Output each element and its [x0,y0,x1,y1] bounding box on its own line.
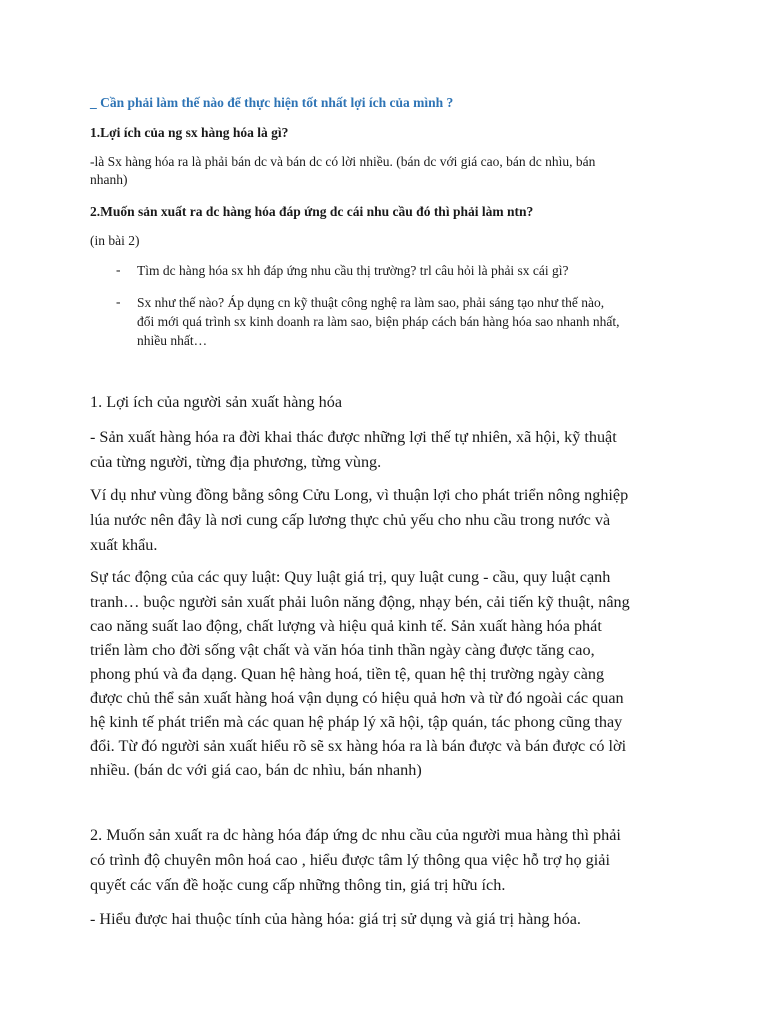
section-2-para-1-line-3: quyết các vấn đề hoặc cung cấp những thông tin, giá trị hữu ích. [90,876,506,894]
q1-title: 1.Lợi ích của ng sx hàng hóa là gì? [90,125,289,140]
q2-bullet-2-line-2: đổi mới quá trình sx kinh doanh ra làm sao, biện pháp cách bán hàng hóa sao nhanh nhất, [137,314,620,329]
q1-answer-line-1: -là Sx hàng hóa ra là phải bán dc và bán dc có lời nhiều. (bán dc với giá cao, bán dc nhìu, bán [90,154,596,169]
section-1-para-3-line-3: cao năng suất lao động, chất lượng và hiệu quả kinh tế. Sản xuất hàng hóa phát [90,617,602,635]
section-1-para-2-line-1: Ví dụ như vùng đồng bằng sông Cửu Long, vì thuận lợi cho phát triển nông nghiệp [90,486,629,504]
section-2-para-2: - Hiểu được hai thuộc tính của hàng hóa: giá trị sử dụng và giá trị hàng hóa. [90,910,581,928]
section-2-para-1-line-2: có trình độ chuyên môn hoá cao , hiểu được tâm lý thông qua việc hỗ trợ họ giải [90,851,610,869]
section-1-para-3-line-5: phong phú và đa dạng. Quan hệ hàng hoá, tiền tệ, quan hệ thị trường ngày càng [90,665,605,683]
section-1-para-2-line-2: lúa nước nên đây là nơi cung cấp lương thực chủ yếu cho nhu cầu trong nước và [90,511,611,529]
section-1-para-1-line-1: - Sản xuất hàng hóa ra đời khai thác được những lợi thế tự nhiên, xã hội, kỹ thuật [90,428,617,446]
section-1-para-3-line-6: được chủ thể sản xuất hàng hoá vận dụng có hiệu quả hơn và từ đó ngoài các quan [90,689,624,707]
section-1-para-3-line-7: hệ kinh tế phát triển mà các quan hệ pháp lý xã hội, tập quán, tác phong cũng thay [90,713,623,731]
q2-bullet-2-line-1: Sx như thế nào? Áp dụng cn kỹ thuật công nghệ ra làm sao, phải sáng tạo như thế nào, [137,295,605,310]
section-1-para-3-line-9: nhiều. (bán dc với giá cao, bán dc nhìu, bán nhanh) [90,761,422,779]
section-1-para-3-line-8: đổi. Từ đó người sản xuất hiểu rõ sẽ sx hàng hóa ra là bán được và bán được có lời [90,737,627,755]
q2-bullet-2-line-3: nhiều nhất… [137,333,208,348]
bullet-dash: - [116,294,121,309]
section-1-para-3-line-2: tranh… buộc người sản xuất phải luôn năng động, nhạy bén, cải tiến kỹ thuật, nâng [90,593,630,611]
section-1-title: 1. Lợi ích của người sản xuất hàng hóa [90,393,343,411]
q2-bullet-1-line-1: Tìm dc hàng hóa sx hh đáp ứng nhu cầu thị trường? trl câu hỏi là phải sx cái gì? [137,263,569,278]
bullet-dash: - [116,262,121,277]
section-1-para-2-line-3: xuất khẩu. [90,536,158,554]
question-heading: _ Cần phải làm thế nào để thực hiện tốt nhất lợi ích của mình ? [90,95,454,110]
q2-note: (in bài 2) [90,233,140,248]
section-1-para-1-line-2: của từng người, từng địa phương, từng vùng. [90,453,382,471]
q2-title: 2.Muốn sản xuất ra dc hàng hóa đáp ứng dc cái nhu cầu đó thì phải làm ntn? [90,204,534,219]
section-1-para-3-line-1: Sự tác động của các quy luật: Quy luật giá trị, quy luật cung - cầu, quy luật cạnh [90,568,611,586]
section-2-para-1-line-1: 2. Muốn sản xuất ra dc hàng hóa đáp ứng dc nhu cầu của người mua hàng thì phải [90,826,621,844]
section-1-para-3-line-4: triển làm cho đời sống vật chất và văn hóa tinh thần ngày càng được tăng cao, [90,641,595,659]
q1-answer-line-2: nhanh) [90,172,128,187]
